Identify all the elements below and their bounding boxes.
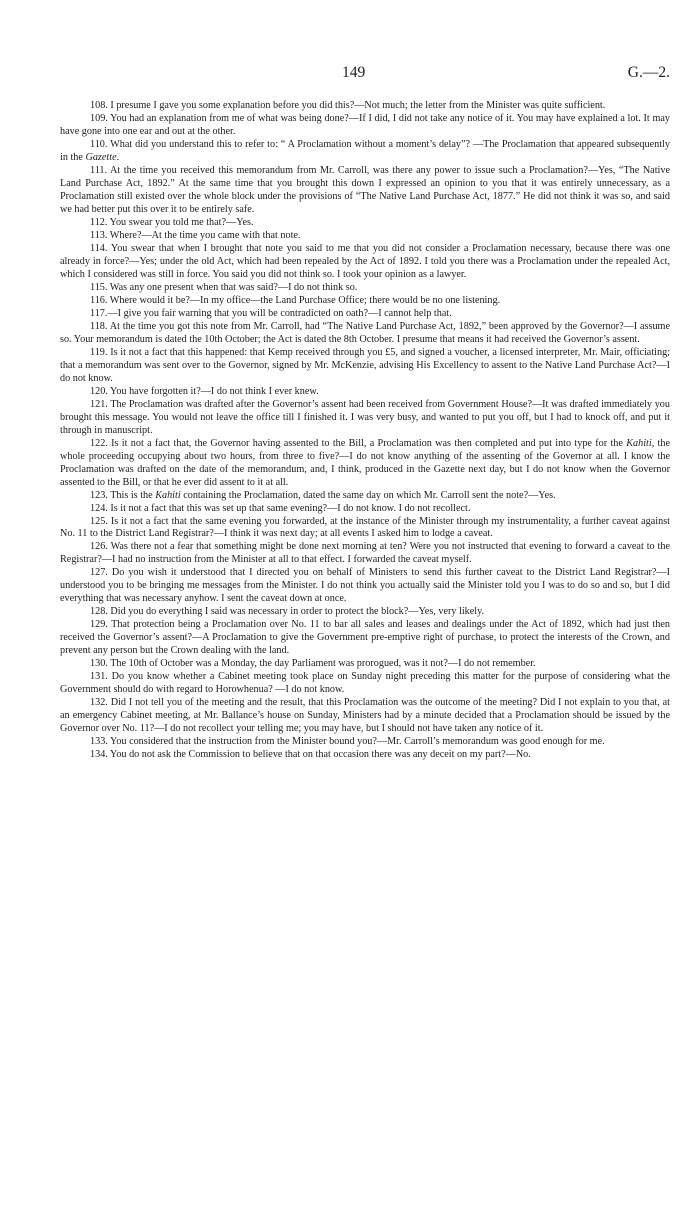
- testimony-paragraph: [60, 347, 670, 386]
- testimony-paragraph: [60, 490, 670, 503]
- testimony-paragraph: [60, 399, 670, 438]
- paragraph-text: 123. This is the: [90, 489, 156, 501]
- testimony-paragraph: [60, 671, 670, 697]
- testimony-paragraph: [60, 113, 670, 139]
- paragraph-text: 112. You swear you told me that?—Yes.: [90, 216, 254, 228]
- paragraph-text: 125. Is it not a fact that the same evening you forwarded, at the instance of the Minister through my instrumentality, a further caveat against No. 11 to the District Land Registrar?—I think it was next day; at all events I asked him to lodge a caveat.: [60, 515, 670, 540]
- paragraph-text: 132. Did I not tell you of the meeting and the result, that this Proclamation was the outcome of the meeting? Did I not explain to you that, at an emergency Cabinet meeting, at Mr. Ballance’s house on Sunday, Ministers had by a minute decided that a Proclamation should be issued by the Governor over No. 11?—I do not recollect your telling me; you may have, but I should not have taken any notice of it.: [60, 697, 670, 735]
- paragraph-text: 120. You have forgotten it?—I do not think I ever knew.: [90, 385, 319, 397]
- testimony-paragraph: [60, 438, 670, 490]
- testimony-paragraph: [60, 619, 670, 658]
- testimony-paragraph: [60, 165, 670, 217]
- paragraph-italic-term: Gazette: [85, 151, 117, 163]
- testimony-paragraph: [60, 541, 670, 567]
- page-number: 149: [342, 64, 366, 81]
- paragraph-text: 109. You had an explanation from me of what was being done?—If I did, I did not take any notice of it. You may have explained a lot. It may have gone into one ear and out at the other.: [60, 112, 670, 137]
- paragraph-text-continued: containing the Proclamation, dated the same day on which Mr. Carroll sent the note?—Yes.: [180, 489, 556, 501]
- testimony-paragraph: [60, 503, 670, 516]
- paragraph-text: 119. Is it not a fact that this happened: that Kemp received through you £5, and signed a voucher, a licensed interpreter, Mr. Mair, officiating; that a memorandum was sent over to the Governor, signed by Mr. McKenzie, advising His Excellency to assent to the Native Land Purchase Act?—I do not know.: [60, 346, 670, 384]
- testimony-paragraph: [60, 606, 670, 619]
- testimony-paragraph: [60, 321, 670, 347]
- paragraph-text: 122. Is it not a fact that, the Governor having assented to the Bill, a Proclamation was then completed and put into type for the: [90, 437, 627, 449]
- paragraph-text: 124. Is it not a fact that this was set up that same evening?—I do not know. I do not recollect.: [90, 502, 471, 514]
- paragraph-text: 108. I presume I gave you some explanation before you did this?—Not much; the letter from the Minister was quite sufficient.: [90, 100, 606, 111]
- paragraph-text: 118. At the time you got this note from Mr. Carroll, had “The Native Land Purchase Act, 1892,” been approved by the Governor?—I assume so. Your memorandum is dated the 10th October; the Act is dated the 8th October. I presume that means it had received the Governor’s assent.: [60, 320, 670, 345]
- paragraph-italic-term: Kahiti: [626, 437, 652, 449]
- testimony-paragraph: [60, 100, 670, 113]
- testimony-paragraph: [60, 516, 670, 542]
- testimony-paragraph: [60, 567, 670, 606]
- page-reference: G.—2.: [627, 64, 670, 81]
- testimony-paragraph: [60, 658, 670, 671]
- testimony-paragraph: [60, 243, 670, 282]
- testimony-paragraph: [60, 736, 670, 749]
- testimony-body: [60, 66, 670, 762]
- paragraph-text: 113. Where?—At the time you came with that note.: [90, 229, 301, 241]
- paragraph-text-continued: , the whole proceeding occupying about two hours, from three to five?—I do not know anything of the assenting of the Governor at all. I know the Proclamation was drafted on the date of the memorandum, and, I think, produced in the Gazette next day, but I do not know when the Governor assented to the Bill, or that he ever did assent to it at all.: [60, 437, 671, 488]
- testimony-paragraph: [60, 749, 670, 762]
- paragraph-text: 126. Was there not a fear that something might be done next morning at ten? Were you not instructed that evening to forward a caveat to the Registrar?—I had no instruction from the Minister at all to that effect. I forwarded the caveat myself.: [60, 541, 670, 566]
- testimony-paragraph: [60, 295, 670, 308]
- paragraph-text: 121. The Proclamation was drafted after the Governor’s assent had been received from Government House?—It was drafted immediately you brought this message. You would not leave the office till I finished it. I was very busy, and wanted to put you off, but I had to knock off, and put it through in manuscript.: [60, 398, 670, 436]
- paragraph-text: 129. That protection being a Proclamation over No. 11 to bar all sales and leases and dealings under the Act of 1892, which had just then received the Governor’s assent?—A Proclamation to give the Government pre-emptive right of purchase, to protect the interests of the Crown, and prevent any person but the Crown dealing with the land.: [60, 619, 670, 657]
- testimony-paragraph: [60, 282, 670, 295]
- paragraph-text: 130. The 10th of October was a Monday, the day Parliament was prorogued, was it not?—I do not remember.: [90, 658, 536, 670]
- paragraph-text: 115. Was any one present when that was said?—I do not think so.: [90, 281, 358, 293]
- paragraph-text: 127. Do you wish it understood that I directed you on behalf of Ministers to send this further caveat to the District Land Registrar?—I understood you to be bringing me messages from the Minister. I do not think you actually said the Minister told you I was to do so and so, but I did everything that was necessary anyhow. I sent the caveat down at once.: [60, 567, 670, 605]
- testimony-paragraph: [60, 217, 670, 230]
- testimony-paragraph: [60, 230, 670, 243]
- testimony-paragraph: [60, 697, 670, 736]
- paragraph-text: 134. You do not ask the Commission to believe that on that occasion there was any deceit on my part?—No.: [90, 749, 531, 761]
- paragraph-text: 110. What did you understand this to refer to: “ A Proclamation without a moment’s delay”? —The Proclamation that appeared subsequently in the: [60, 138, 670, 163]
- paragraph-text: 117.—I give you fair warning that you will be contradicted on oath?—I cannot help that.: [90, 307, 452, 319]
- paragraph-text: 133. You considered that the instruction from the Minister bound you?—Mr. Carroll’s memorandum was good enough for me.: [90, 736, 605, 748]
- paragraph-text: 111. At the time you received this memorandum from Mr. Carroll, was there any power to issue such a Proclamation?—Yes, “The Native Land Purchase Act, 1892.” At the same time that you brought this down I expressed an opinion to you that it was entirely unnecessary, as a Proclamation still existed over the whole block under the provisions of “The Native Land Purchase Act, 1877.” He did not think it was so, and said we had better put this over it to be entirely safe.: [60, 164, 670, 215]
- testimony-paragraph: [60, 139, 670, 165]
- paragraph-text: 114. You swear that when I brought that note you said to me that you did not consider a Proclamation necessary, because there was one already in force?—Yes; under the old Act, which had been repealed by the Act of 1892. I told you there was a Proclamation under the repealed Act, which I considered was still in force. You said you did not think so. I took your opinion as a lawyer.: [60, 242, 670, 280]
- testimony-paragraph: [60, 386, 670, 399]
- paragraph-text: 128. Did you do everything I said was necessary in order to protect the block?—Yes, very likely.: [90, 606, 485, 618]
- paragraph-text: 131. Do you know whether a Cabinet meeting took place on Sunday night preceding this matter for the purpose of considering what the Government should do with regard to Horowhenua? —I do not know.: [60, 671, 670, 696]
- paragraph-text: 116. Where would it be?—In my office—the Land Purchase Office; there would be no one listening.: [90, 294, 501, 306]
- testimony-paragraph: [60, 308, 670, 321]
- paragraph-text-continued: .: [116, 151, 120, 163]
- paragraph-italic-term: Kahiti: [155, 489, 181, 501]
